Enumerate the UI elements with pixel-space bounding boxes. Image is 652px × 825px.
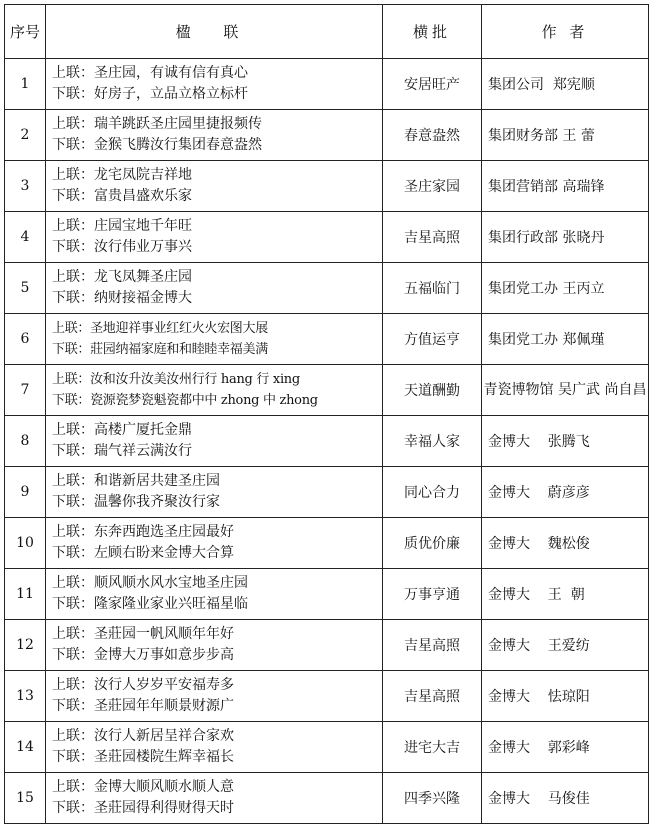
table-row xyxy=(5,110,649,161)
upper-line: 上联：龙飞凤舞圣庄园 xyxy=(52,269,192,285)
table-row xyxy=(5,620,649,671)
horizontal-scroll-text: 质优价廉 xyxy=(383,518,482,569)
horizontal-scroll-text: 五福临门 xyxy=(383,263,482,314)
horizontal-scroll-text: 吉星高照 xyxy=(383,620,482,671)
couplet-cell xyxy=(46,365,383,416)
row-number: 11 xyxy=(5,569,46,620)
author-cell: 金博大 怯琼阳 xyxy=(482,671,649,722)
lower-line: 下联：瑞气祥云满汝行 xyxy=(52,443,192,459)
row-number: 14 xyxy=(5,722,46,773)
upper-line: 上联：和谐新居共建圣庄园 xyxy=(52,473,220,489)
author-cell: 金博大 马俊佳 xyxy=(482,773,649,824)
lower-line: 下联：圣莊园年年顺景财源广 xyxy=(52,698,234,714)
lower-line: 下联：隆家隆业家业兴旺福星临 xyxy=(52,596,248,612)
author-cell: 集团党工办 王丙立 xyxy=(482,263,649,314)
row-number: 12 xyxy=(5,620,46,671)
table-row xyxy=(5,161,649,212)
horizontal-scroll-text: 春意盎然 xyxy=(383,110,482,161)
upper-line: 上联：金博大顺风顺水顺人意 xyxy=(52,779,234,795)
horizontal-scroll-text: 吉星高照 xyxy=(383,671,482,722)
couplet-cell xyxy=(46,212,383,263)
author-cell: 金博大 郭彩峰 xyxy=(482,722,649,773)
author-cell: 集团营销部 高瑞锋 xyxy=(482,161,649,212)
lower-line: 下联：富贵昌盛欢乐家 xyxy=(52,188,192,204)
horizontal-scroll-text: 四季兴隆 xyxy=(383,773,482,824)
couplet-cell xyxy=(46,161,383,212)
table-row xyxy=(5,263,649,314)
header-num: 序号 xyxy=(5,5,46,59)
header-author: 作 者 xyxy=(482,5,649,59)
row-number: 15 xyxy=(5,773,46,824)
couplets-table xyxy=(4,4,649,824)
row-number: 5 xyxy=(5,263,46,314)
lower-line: 下联：瓷源瓷梦瓷魁瓷都中中 zhong 中 zhong xyxy=(52,393,318,408)
lower-line: 下联：莊园纳福家庭和和睦睦幸福美满 xyxy=(52,342,268,357)
row-number: 13 xyxy=(5,671,46,722)
couplet-cell xyxy=(46,518,383,569)
horizontal-scroll-text: 万事亨通 xyxy=(383,569,482,620)
row-number: 4 xyxy=(5,212,46,263)
table-row xyxy=(5,467,649,518)
author-cell: 金博大 魏松俊 xyxy=(482,518,649,569)
table-row xyxy=(5,365,649,416)
upper-line: 上联：圣莊园一帆风顺年年好 xyxy=(52,626,234,642)
horizontal-scroll-text: 天道酬勤 xyxy=(383,365,482,416)
table-row xyxy=(5,212,649,263)
horizontal-scroll-text: 进宅大吉 xyxy=(383,722,482,773)
author-cell: 青瓷博物馆 吴广武 尚自昌 xyxy=(482,365,649,416)
table-row xyxy=(5,314,649,365)
lower-line: 下联：汝行伟业万事兴 xyxy=(52,239,192,255)
couplet-cell xyxy=(46,59,383,110)
header-couplet: 楹 联 xyxy=(46,5,383,59)
couplet-cell xyxy=(46,314,383,365)
lower-line: 下联：左顾右盼来金博大合算 xyxy=(52,545,234,561)
horizontal-scroll-text: 方值运亨 xyxy=(383,314,482,365)
couplet-cell xyxy=(46,263,383,314)
couplet-cell xyxy=(46,569,383,620)
couplet-cell xyxy=(46,620,383,671)
row-number: 1 xyxy=(5,59,46,110)
author-cell: 集团党工办 郑佩瑾 xyxy=(482,314,649,365)
table-row xyxy=(5,416,649,467)
upper-line: 上联：庄园宝地千年旺 xyxy=(52,218,192,234)
author-cell: 金博大 蔚彦彦 xyxy=(482,467,649,518)
couplet-cell xyxy=(46,110,383,161)
table-row xyxy=(5,722,649,773)
upper-line: 上联：汝和汝升汝美汝州行行 hang 行 xing xyxy=(52,372,300,387)
horizontal-scroll-text: 同心合力 xyxy=(383,467,482,518)
table-row xyxy=(5,59,649,110)
upper-line: 上联：高楼广厦托金鼎 xyxy=(52,422,192,438)
table-row xyxy=(5,773,649,824)
row-number: 6 xyxy=(5,314,46,365)
lower-line: 下联：金博大万事如意步步高 xyxy=(52,647,234,663)
couplet-cell xyxy=(46,773,383,824)
row-number: 7 xyxy=(5,365,46,416)
table-row xyxy=(5,518,649,569)
lower-line: 下联：金猴飞腾汝行集团春意盎然 xyxy=(52,137,262,153)
author-cell: 集团行政部 张晓丹 xyxy=(482,212,649,263)
upper-line: 上联：圣地迎祥事业红红火火宏图大展 xyxy=(52,321,268,336)
author-cell: 金博大 王爱纺 xyxy=(482,620,649,671)
row-number: 8 xyxy=(5,416,46,467)
lower-line: 下联：纳财接福金博大 xyxy=(52,290,192,306)
horizontal-scroll-text: 幸福人家 xyxy=(383,416,482,467)
upper-line: 上联：汝行人岁岁平安福寿多 xyxy=(52,677,234,693)
couplet-cell xyxy=(46,416,383,467)
upper-line: 上联：瑞羊跳跃圣庄园里捷报频传 xyxy=(52,116,262,132)
author-cell: 集团财务部 王 蕾 xyxy=(482,110,649,161)
upper-line: 上联：东奔西跑选圣庄园最好 xyxy=(52,524,234,540)
horizontal-scroll-text: 吉星高照 xyxy=(383,212,482,263)
lower-line: 下联：温馨你我齐聚汝行家 xyxy=(52,494,220,510)
header-horizontal: 横批 xyxy=(383,5,482,59)
header-row xyxy=(5,5,649,59)
upper-line: 上联：汝行人新居呈祥合家欢 xyxy=(52,728,234,744)
author-cell: 金博大 张腾飞 xyxy=(482,416,649,467)
row-number: 9 xyxy=(5,467,46,518)
couplet-cell xyxy=(46,722,383,773)
lower-line: 下联：好房子，立品立格立标杆 xyxy=(52,86,248,102)
horizontal-scroll-text: 圣庄家园 xyxy=(383,161,482,212)
author-cell: 金博大 王 朝 xyxy=(482,569,649,620)
upper-line: 上联：龙宅凤院吉祥地 xyxy=(52,167,192,183)
lower-line: 下联：圣莊园得利得财得天时 xyxy=(52,800,234,816)
couplet-cell xyxy=(46,671,383,722)
row-number: 3 xyxy=(5,161,46,212)
upper-line: 上联：圣庄园，有诚有信有真心 xyxy=(52,65,248,81)
horizontal-scroll-text: 安居旺产 xyxy=(383,59,482,110)
row-number: 10 xyxy=(5,518,46,569)
row-number: 2 xyxy=(5,110,46,161)
author-cell: 集团公司 郑宪顺 xyxy=(482,59,649,110)
couplet-cell xyxy=(46,467,383,518)
table-row xyxy=(5,569,649,620)
lower-line: 下联：圣莊园楼院生辉幸福长 xyxy=(52,749,234,765)
upper-line: 上联：顺风顺水风水宝地圣庄园 xyxy=(52,575,248,591)
table-row xyxy=(5,671,649,722)
